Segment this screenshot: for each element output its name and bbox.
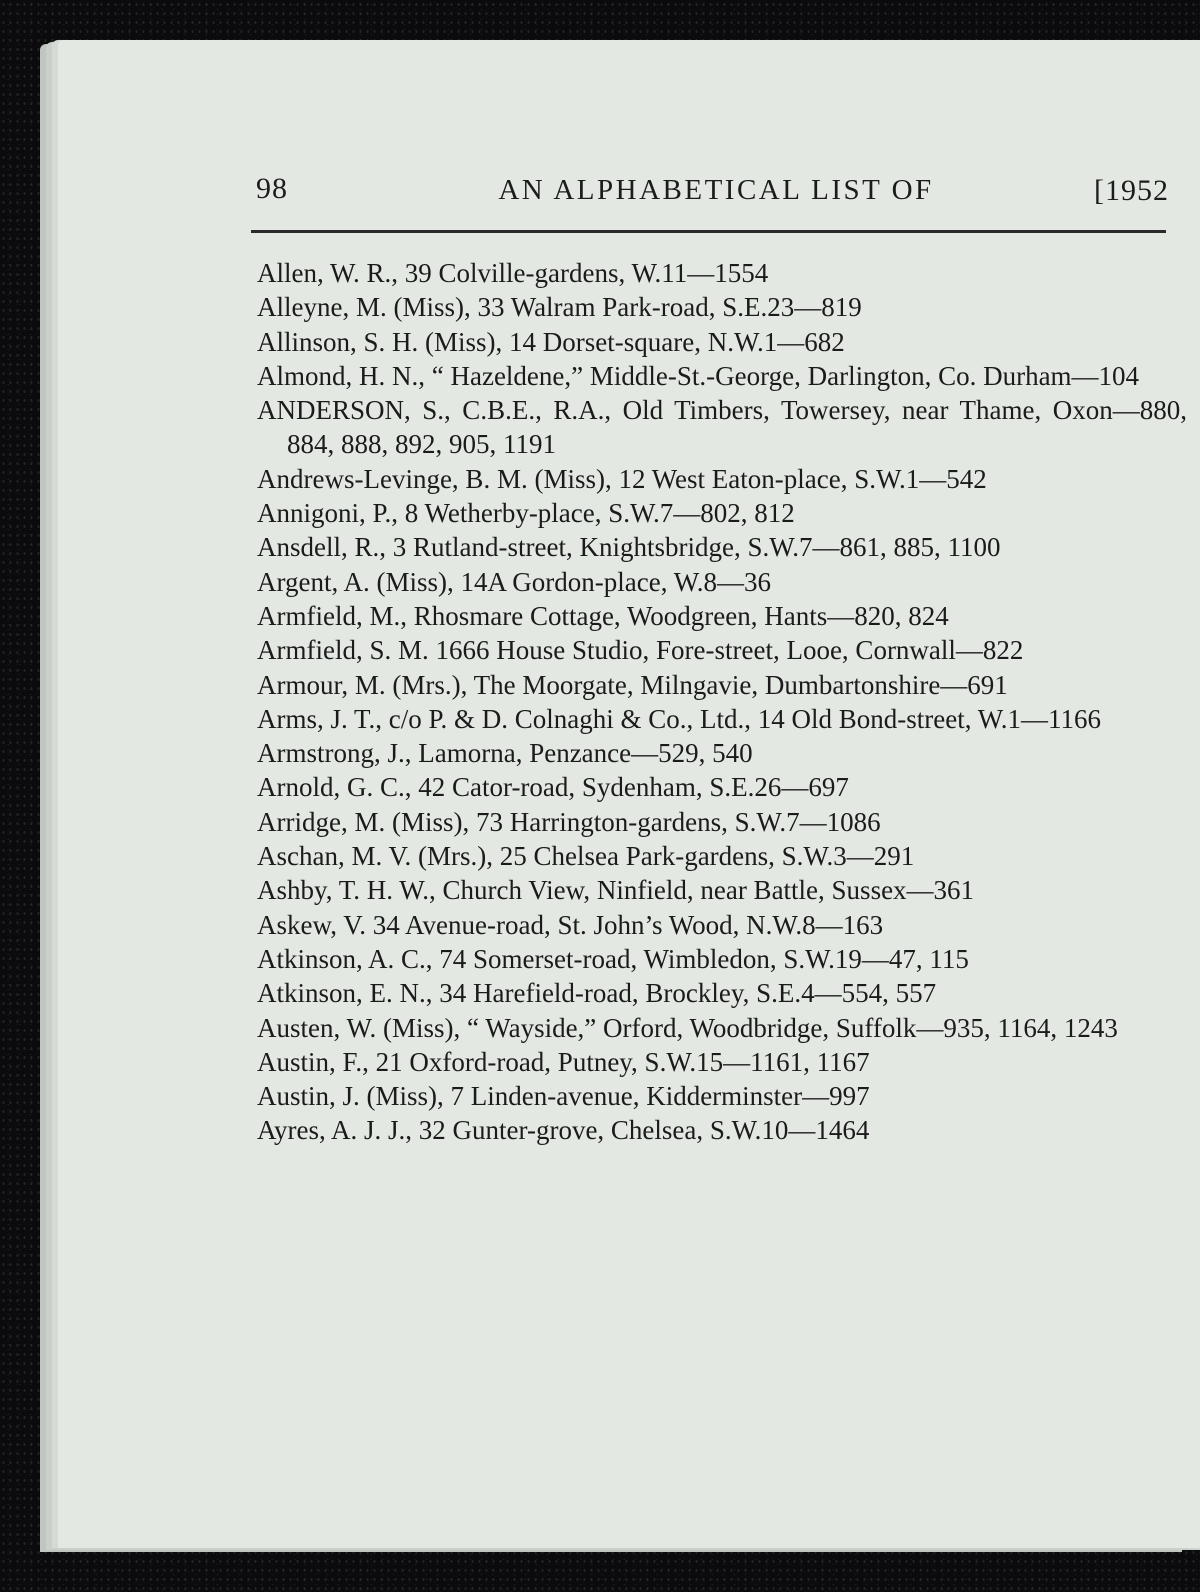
list-entry: Almond, H. N., “ Hazeldene,” Middle-St.-George, Darlington, Co. Durham—104	[257, 360, 1140, 391]
page-number: 98	[256, 172, 288, 205]
list-entry: Ayres, A. J. J., 32 Gunter-grove, Chelsea, S.W.10—1464	[257, 1115, 870, 1146]
list-entry: Arnold, G. C., 42 Cator-road, Sydenham, S.E.26—697	[257, 772, 849, 803]
list-entry: Atkinson, A. C., 74 Somerset-road, Wimbledon, S.W.19—47, 115	[257, 943, 969, 974]
list-entry: Ansdell, R., 3 Rutland-street, Knightsbridge, S.W.7—861, 885, 1100	[257, 532, 1001, 563]
list-entry: Alleyne, M. (Miss), 33 Walram Park-road, S.E.23—819	[257, 292, 862, 323]
list-entry: Armfield, S. M. 1666 House Studio, Fore-street, Looe, Cornwall—822	[257, 635, 1024, 666]
list-entry: Argent, A. (Miss), 14A Gordon-place, W.8—36	[257, 566, 771, 597]
list-entry: Armstrong, J., Lamorna, Penzance—529, 540	[257, 738, 753, 769]
list-entry: Armour, M. (Mrs.), The Moorgate, Milngavie, Dumbartonshire—691	[257, 669, 1008, 700]
list-entry: Austen, W. (Miss), “ Wayside,” Orford, Woodbridge, Suffolk—935, 1164, 1243	[257, 1012, 1118, 1043]
list-entry: Annigoni, P., 8 Wetherby-place, S.W.7—802, 812	[257, 498, 795, 529]
list-entry: Aschan, M. V. (Mrs.), 25 Chelsea Park-gardens, S.W.3—291	[257, 841, 915, 872]
book-page	[58, 40, 1200, 1548]
list-entry: Austin, F., 21 Oxford-road, Putney, S.W.15—1161, 1167	[257, 1046, 870, 1077]
list-entry: Andrews-Levinge, B. M. (Miss), 12 West Eaton-place, S.W.1—542	[257, 463, 987, 494]
header-rule	[251, 230, 1166, 233]
list-entry: Arms, J. T., c/o P. & D. Colnaghi & Co., Ltd., 14 Old Bond-street, W.1—1166	[257, 703, 1102, 734]
header-year: [1952	[1094, 174, 1169, 207]
list-entry: Arridge, M. (Miss), 73 Harrington-gardens, S.W.7—1086	[257, 806, 881, 837]
running-header	[251, 172, 1181, 216]
list-entry: Allen, W. R., 39 Colville-gardens, W.11—1554	[257, 258, 769, 288]
list-entry: Austin, J. (Miss), 7 Linden-avenue, Kidderminster—997	[257, 1081, 870, 1112]
list-entry: Ashby, T. H. W., Church View, Ninfield, near Battle, Sussex—361	[257, 875, 975, 906]
list-entry: Allinson, S. H. (Miss), 14 Dorset-square, N.W.1—682	[257, 326, 845, 357]
page-title: AN ALPHABETICAL LIST OF	[498, 174, 934, 206]
list-entry: Atkinson, E. N., 34 Harefield-road, Brockley, S.E.4—554, 557	[257, 978, 937, 1009]
entry-list	[257, 256, 1187, 1148]
list-entry: Armfield, M., Rhosmare Cottage, Woodgreen, Hants—820, 824	[257, 600, 949, 631]
list-entry: ANDERSON, S., C.B.E., R.A., Old Timbers, Towersey, near Thame, Oxon—880, 884, 888, 892, 905, 1191	[257, 395, 1187, 460]
list-entry: Askew, V. 34 Avenue-road, St. John’s Wood, N.W.8—163	[257, 909, 884, 940]
